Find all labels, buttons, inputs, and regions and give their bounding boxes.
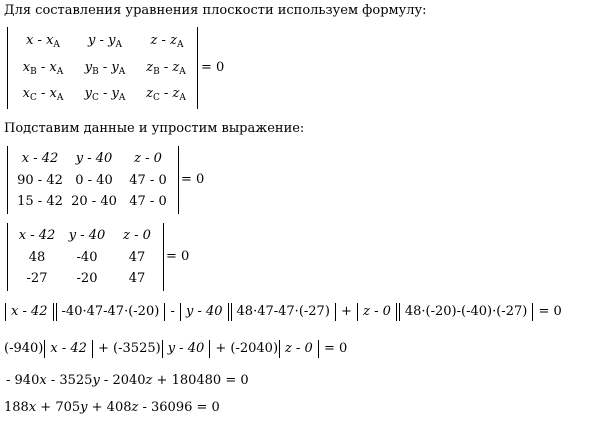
term-x: x - 42 (44, 340, 93, 358)
simplified-equals-zero: = 0 (166, 249, 190, 264)
simplified-determinant: x - 42 y - 40 z - 0 48 -40 47 -27 -20 47 (7, 223, 164, 291)
substitute-text: Подставим данные и упростим выражение: (4, 121, 305, 136)
term-y: y - 40 (162, 340, 211, 358)
factor-x: x - 42 (5, 303, 54, 321)
expansion-line: x - 42 -40·47-47·(-20) - y - 40 48·47-47·(-27) + z - 0 48·(-20)-(-40)·(-27) = 0 (4, 303, 562, 321)
minor-y: 48·47-47·(-27) (231, 303, 336, 321)
substituted-equals-zero: = 0 (181, 172, 205, 187)
intro-text: Для составления уравнения плоскости используем формулу: (4, 3, 427, 18)
factor-z: z - 0 (357, 303, 397, 321)
minor-x: -40·47-47·(-20) (56, 303, 166, 321)
formula-determinant: x - $x_A$ y - $y_A$ z - $z_A$ $x_B - x_A$ $y_B - y_A$ $z_B - z_A$ $x_C - x_A$ $y_C - y_A$ $z_C - z_A$ (7, 27, 198, 109)
formula-equals-zero: = 0 (201, 60, 225, 75)
factor-y: y - 40 (180, 303, 229, 321)
substituted-determinant: x - 42 y - 40 z - 0 90 - 42 0 - 40 47 - 0 15 - 42 20 - 40 47 - 0 (7, 146, 179, 214)
expanded-equation: - 940x - 3525y - 2040z + 180480 = 0 (6, 373, 249, 388)
final-equation: 188x + 705y + 408z - 36096 = 0 (4, 400, 220, 415)
term-z: z - 0 (279, 340, 319, 358)
coefficients-line: (-940) x - 42 + (-3525) y - 40 + (-2040) z - 0 = 0 (4, 341, 348, 356)
minor-z: 48·(-20)-(-40)·(-27) (399, 303, 533, 321)
